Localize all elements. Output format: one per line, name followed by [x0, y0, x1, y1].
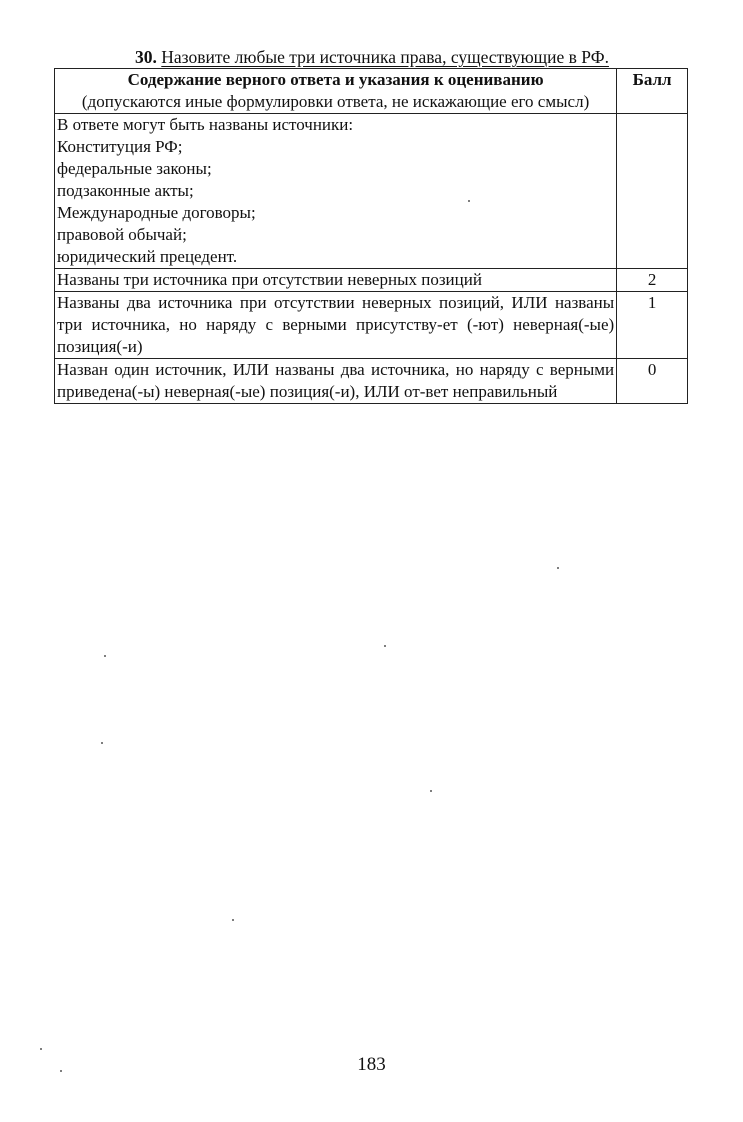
scan-speck: [384, 645, 386, 647]
header-content-title: Содержание верного ответа и указания к оцениванию: [127, 70, 544, 89]
sources-cell: [55, 114, 617, 269]
scan-speck: [104, 655, 106, 657]
source-item: юридический прецедент.: [57, 247, 238, 266]
header-score-title: Балл: [632, 70, 672, 89]
criterion-text: Назван один источник, ИЛИ названы два источника, но наряду с верными приведена(-ы) неверная(-ые) позиция(-и), ИЛИ от-вет неправильный: [55, 359, 617, 404]
scan-speck: [430, 790, 432, 792]
criterion-score: 1: [617, 292, 688, 359]
grading-table: [54, 68, 688, 404]
table-row-criterion: [55, 269, 688, 292]
question-heading: [56, 46, 688, 68]
table-header-row: [55, 69, 688, 114]
scan-speck: [40, 1048, 42, 1050]
header-content-note: (допускаются иные формулировки ответа, не искажающие его смысл): [81, 92, 590, 111]
table-row-sources: [55, 114, 688, 269]
scan-speck: [101, 742, 103, 744]
header-content-cell: [55, 69, 617, 114]
scan-speck: [468, 200, 470, 202]
sources-score-cell: [617, 114, 688, 269]
source-item: федеральные законы;: [57, 159, 212, 178]
source-item: подзаконные акты;: [57, 181, 194, 200]
scan-speck: [60, 1070, 62, 1072]
source-item: правовой обычай;: [57, 225, 187, 244]
scan-speck: [232, 919, 234, 921]
source-item: Конституция РФ;: [57, 137, 183, 156]
scan-speck: [557, 567, 559, 569]
criterion-score: 0: [617, 359, 688, 404]
criterion-text: Названы три источника при отсутствии неверных позиций: [55, 269, 617, 292]
sources-intro: В ответе могут быть названы источники:: [57, 115, 354, 134]
table-row-criterion: [55, 292, 688, 359]
header-score-cell: [617, 69, 688, 114]
source-item: Международные договоры;: [57, 203, 256, 222]
question-text: Назовите любые три источника права, существующие в РФ.: [161, 47, 609, 67]
criterion-text: Названы два источника при отсутствии неверных позиций, ИЛИ названы три источника, но наряду с верными присутству-ет (-ют) неверная(-ые) позиция(-и): [55, 292, 617, 359]
question-number: 30.: [135, 47, 157, 67]
criterion-score: 2: [617, 269, 688, 292]
page-number: 183: [357, 1054, 386, 1075]
table-row-criterion: [55, 359, 688, 404]
